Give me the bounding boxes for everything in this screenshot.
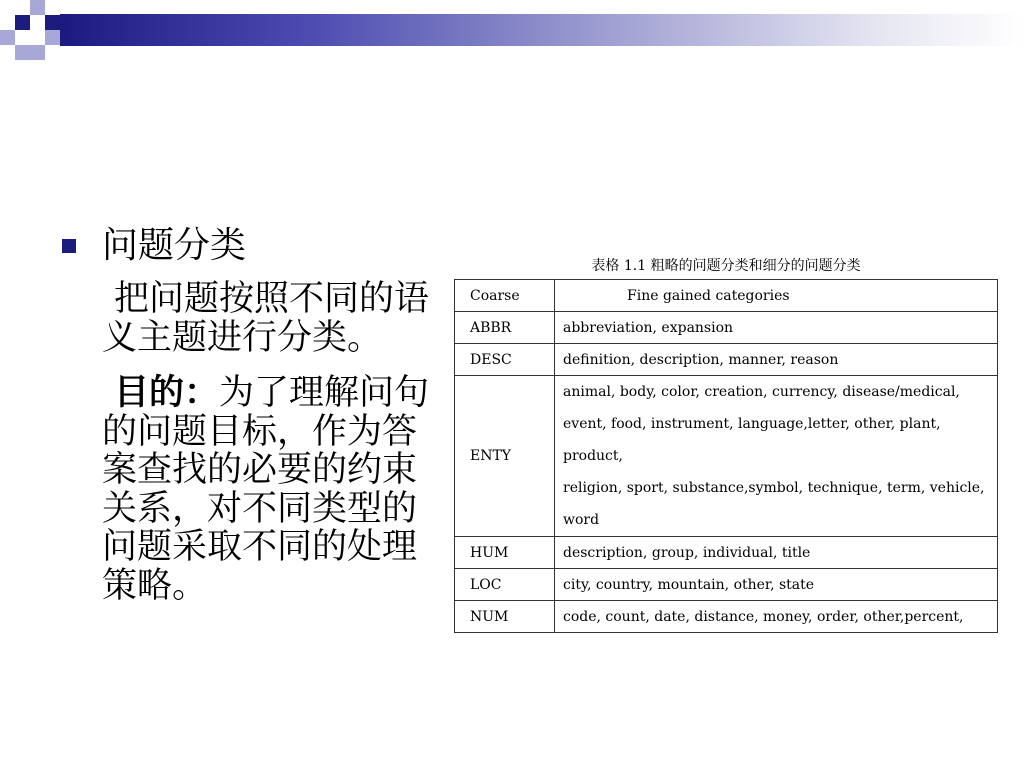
table-row (455, 569, 998, 601)
decor-square-lavender (45, 30, 60, 45)
fine-cell: code, count, date, distance, money, order, other,percent, (555, 601, 998, 633)
paragraph-definition-text: 把问题按照不同的语义主题进行分类。 (102, 279, 430, 358)
decor-square-navy (15, 15, 30, 30)
paragraph-definition (102, 280, 442, 357)
bullet-item (62, 226, 246, 266)
square-bullet-icon (62, 239, 76, 253)
coarse-cell: NUM (455, 601, 555, 633)
decor-square-lavender (30, 0, 45, 15)
header-fine: Fine gained categories (555, 280, 998, 312)
decor-square-lavender (30, 45, 45, 60)
table-header-row (455, 280, 998, 312)
fine-line: religion, sport, substance,symbol, technique, term, vehicle, word (563, 480, 985, 528)
paragraph-purpose (102, 374, 442, 605)
coarse-cell: ENTY (455, 376, 555, 537)
header-coarse: Coarse (455, 280, 555, 312)
decor-square-navy (45, 15, 60, 30)
coarse-cell: DESC (455, 344, 555, 376)
fine-line: event, food, instrument, language,letter, other, plant, product, (563, 416, 941, 464)
coarse-cell: HUM (455, 537, 555, 569)
table-row (455, 312, 998, 344)
table-row (455, 537, 998, 569)
purpose-label: 目的： (114, 372, 220, 413)
fine-cell (555, 376, 998, 537)
table-row (455, 601, 998, 633)
decor-square-lavender (0, 30, 15, 45)
fine-cell: abbreviation, expansion (555, 312, 998, 344)
question-category-table (454, 279, 998, 633)
coarse-cell: LOC (455, 569, 555, 601)
purpose-text: 为了理解问句的问题目标，作为答案查找的必要的约束关系，对不同类型的问题采取不同的处理策略。 (102, 373, 430, 606)
header-gradient-bar (60, 14, 1024, 46)
coarse-cell: ABBR (455, 312, 555, 344)
table-row (455, 344, 998, 376)
fine-line: animal, body, color, creation, currency, disease/medical, (563, 384, 960, 400)
slide-header-decoration (0, 0, 1024, 64)
table-row (455, 376, 998, 537)
bullet-heading: 问题分类 (102, 225, 247, 266)
fine-cell: city, country, mountain, other, state (555, 569, 998, 601)
decor-square-lavender (15, 45, 30, 60)
fine-cell: description, group, individual, title (555, 537, 998, 569)
fine-cell: definition, description, manner, reason (555, 344, 998, 376)
decor-square-white (30, 15, 45, 30)
table-caption: 表格 1.1 粗略的问题分类和细分的问题分类 (591, 258, 861, 274)
